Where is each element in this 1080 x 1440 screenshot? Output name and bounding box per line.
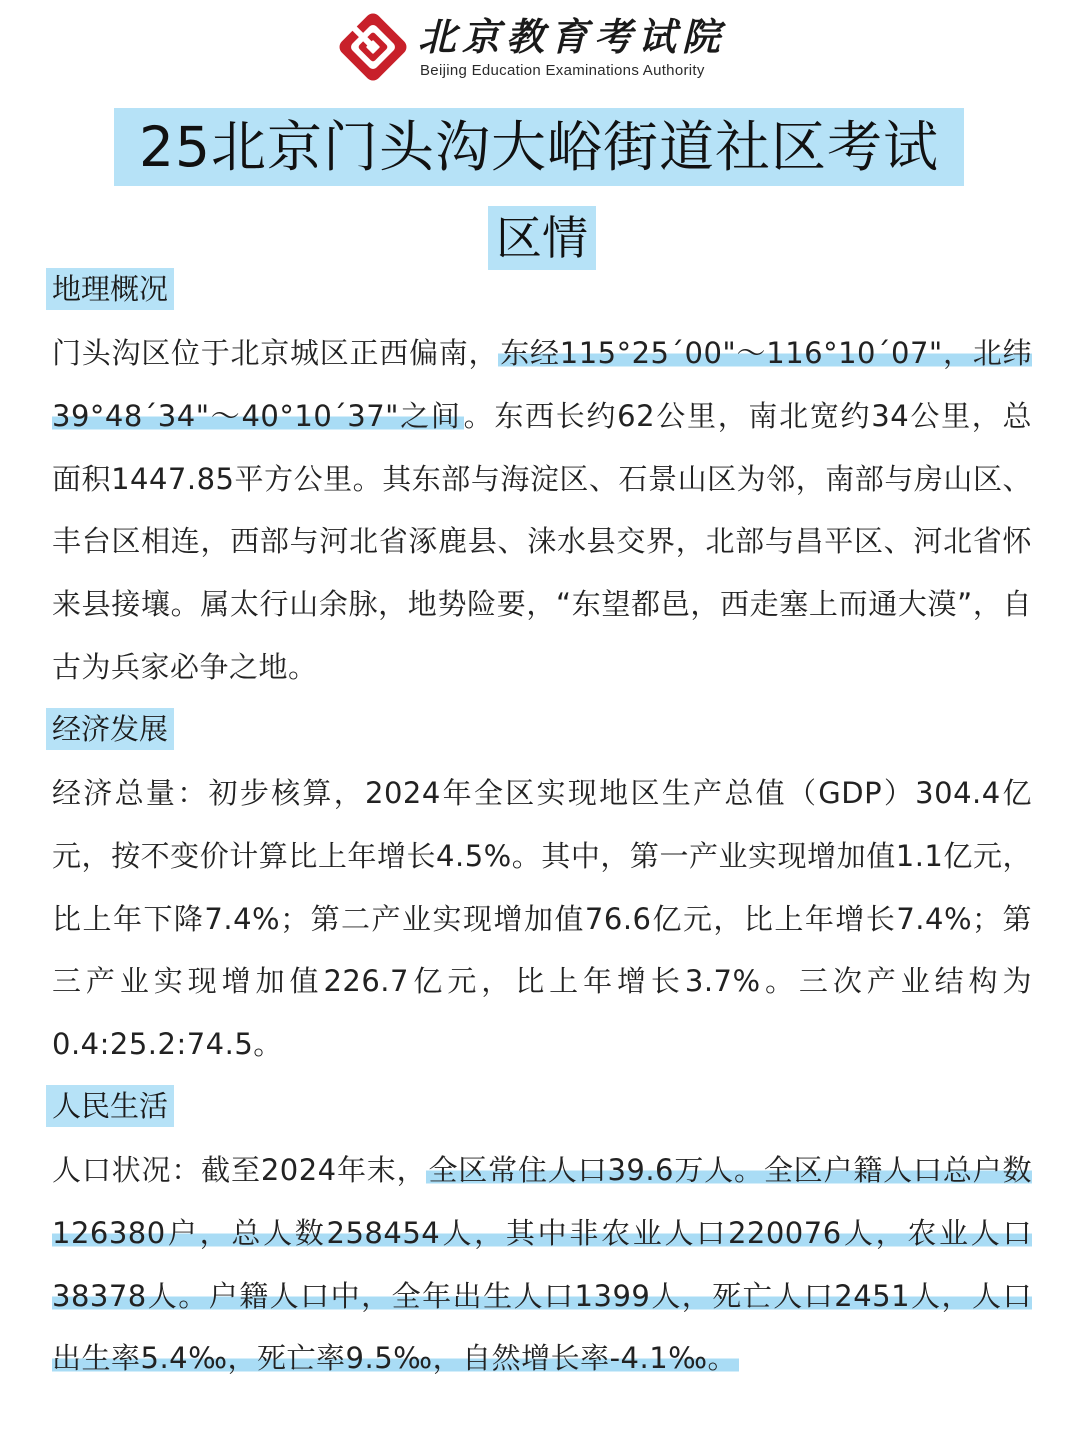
header-logo: [336, 6, 756, 86]
logo-name-zh: 北京教育考试院: [418, 14, 727, 59]
section-body-livelihood: [52, 1139, 1032, 1390]
section-heading-geography: 地理概况: [46, 268, 174, 310]
beijing-exam-authority-logo-icon: [336, 10, 410, 84]
text-segment: 人口状况：截至2024年末，: [52, 1153, 427, 1187]
text-segment: 。东西长约62公里，南北宽约34公里，总面积1447.85平方公里。其东部与海淀区、石景山区为邻，南部与房山区、丰台区相连，西部与河北省涿鹿县、涞水县交界，北部与昌平区、河北省怀来县接壤。属太行山余脉，地势险要，“东望都邑，西走塞上而通大漠”，自古为兵家必争之地。: [52, 398, 1032, 684]
page-title: 25北京门头沟大峪街道社区考试: [114, 108, 964, 186]
page-subtitle: 区情: [488, 206, 596, 270]
section-heading-economy: 经济发展: [46, 708, 174, 750]
section-body-economy: [52, 762, 1032, 1076]
section-body-geography: [52, 322, 1032, 699]
text-segment: 门头沟区位于北京城区正西偏南，: [52, 336, 499, 370]
highlighted-text-segment: 东经115°25´00"～116°10´07"，北纬39°48´34"～40°10´37"之间: [52, 336, 1032, 433]
section-heading-livelihood: 人民生活: [46, 1085, 174, 1127]
text-segment: 经济总量：初步核算，2024年全区实现地区生产总值（GDP）304.4亿元，按不变价计算比上年增长4.5%。其中，第一产业实现增加值1.1亿元，比上年下降7.4%；第二产业实现增加值76.6亿元，比上年增长7.4%；第三产业实现增加值226.7亿元，比上年增长3.7%。三次产业结构为0.4:25.2:74.5。: [52, 776, 1032, 1062]
logo-name-en: Beijing Education Examinations Authority: [420, 62, 705, 79]
highlighted-text-segment: 全区常住人口39.6万人。全区户籍人口总户数126380户，总人数258454人，其中非农业人口220076人，农业人口38378人。户籍人口中，全年出生人口1399人，死亡人口2451人，人口出生率5.4‰，死亡率9.5‰，自然增长率-4.1‰。: [52, 1153, 1032, 1376]
